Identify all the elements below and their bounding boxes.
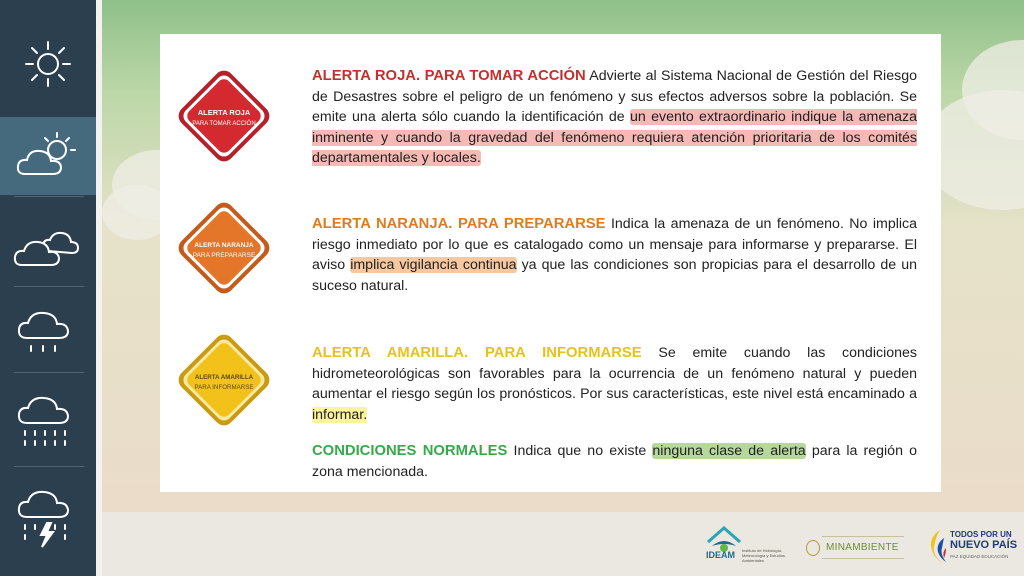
yellow-alert-title: ALERTA AMARILLA. PARA INFORMARSE: [312, 345, 642, 361]
red-alert-title: ALERTA ROJA. PARA TOMAR ACCIÓN: [312, 68, 586, 84]
orange-sign-line2: PARA PREPARARSE: [192, 252, 256, 259]
sun-icon: [23, 39, 73, 89]
coat-of-arms-icon: [806, 540, 820, 556]
red-sign-line2: PARA TOMAR ACCIÓN: [192, 121, 256, 127]
yellow-alert-text: Se emite cuando las condiciones hidrometeorológicas son favorables para la ocurrencia de un fenómeno natural y pueden aumentar el riesgo según los pronósticos. Por sus características, este nivel está encaminado a: [312, 345, 917, 403]
orange-alert-sign: [172, 196, 276, 300]
normal-conditions-title: CONDICIONES NORMALES: [312, 443, 508, 459]
light-rain-icon: [15, 300, 81, 360]
minambiente-text: MINAMBIENTE: [826, 542, 899, 553]
red-sign-line1: ALERTA ROJA: [197, 108, 251, 117]
yellow-alert-highlight: informar.: [312, 406, 368, 423]
normal-conditions-description: [312, 441, 917, 482]
todos-line2: NUEVO PAÍS: [950, 539, 1018, 551]
orange-alert-description: [312, 214, 917, 296]
yellow-alert-description: [312, 343, 917, 425]
red-alert-highlight: un evento extraordinario indique la amenaza inminente y cuando la gravedad del fenómeno requiera atención prioritaria de los comités departamentales y locales.: [312, 109, 917, 167]
todos-por-un-nuevo-pais-logo: [926, 528, 1018, 568]
yellow-alert-sign: [172, 328, 276, 432]
red-alert-sign: [172, 64, 276, 168]
yellow-sign-line1: ALERTA AMARILLA: [194, 374, 254, 381]
alert-levels-card: [160, 34, 941, 492]
sidebar-item-thunderstorm[interactable]: [0, 476, 96, 556]
minambiente-logo: [806, 536, 906, 566]
sidebar-item-heavy-rain[interactable]: [0, 380, 96, 460]
sidebar-item-partly-cloudy[interactable]: [0, 117, 96, 195]
cloudy-icon: [12, 217, 84, 271]
sidebar-item-cloudy[interactable]: [0, 205, 96, 283]
orange-alert-highlight: implica vigilancia continua: [350, 257, 517, 274]
colombia-flag-swoosh-icon: [926, 528, 948, 566]
ideam-logo: [704, 524, 794, 564]
yellow-sign-line2: PARA INFORMARSE: [194, 384, 254, 391]
orange-sign-line1: ALERTA NARANJA: [194, 242, 254, 249]
normal-conditions-highlight: ninguna clase de alerta: [652, 443, 806, 459]
partly-cloudy-icon: [15, 130, 81, 182]
todos-line3: PAZ EQUIDAD EDUCACIÓN: [950, 554, 1009, 559]
sidebar-item-sunny[interactable]: [0, 24, 96, 104]
thunderstorm-icon: [15, 483, 81, 549]
ideam-subtitle: Instituto de Hidrología, Meteorología y Estudios Ambientales: [742, 548, 785, 563]
orange-alert-title: ALERTA NARANJA. PARA PREPARARSE: [312, 216, 606, 232]
sidebar-item-light-rain[interactable]: [0, 292, 96, 368]
orange-alert-text-a: Indica la amenaza de un fenómeno. No implica riesgo inmediato por lo que es catalogado como un mensaje para informarse y prepararse. El aviso: [312, 216, 917, 274]
red-alert-text: Advierte al Sistema Nacional de Gestión del Riesgo de Desastres sobre el peligro de un fenómeno y sus efectos adversos sobre la población. Se emite una alerta sólo cuando la identificación de: [312, 68, 917, 126]
heavy-rain-icon: [15, 389, 81, 451]
normal-conditions-text-a: Indica que no existe: [507, 443, 653, 459]
normal-conditions-text-b: para la región o zona mencionada.: [312, 443, 917, 480]
red-alert-description: [312, 66, 917, 169]
orange-alert-text-b: ya que las condiciones son propicias para el desarrollo de un suceso natural.: [312, 257, 918, 294]
todos-line1: TODOS POR UN: [950, 530, 1012, 539]
ideam-name: IDEAM: [706, 550, 735, 560]
weather-sidebar: [0, 0, 96, 576]
